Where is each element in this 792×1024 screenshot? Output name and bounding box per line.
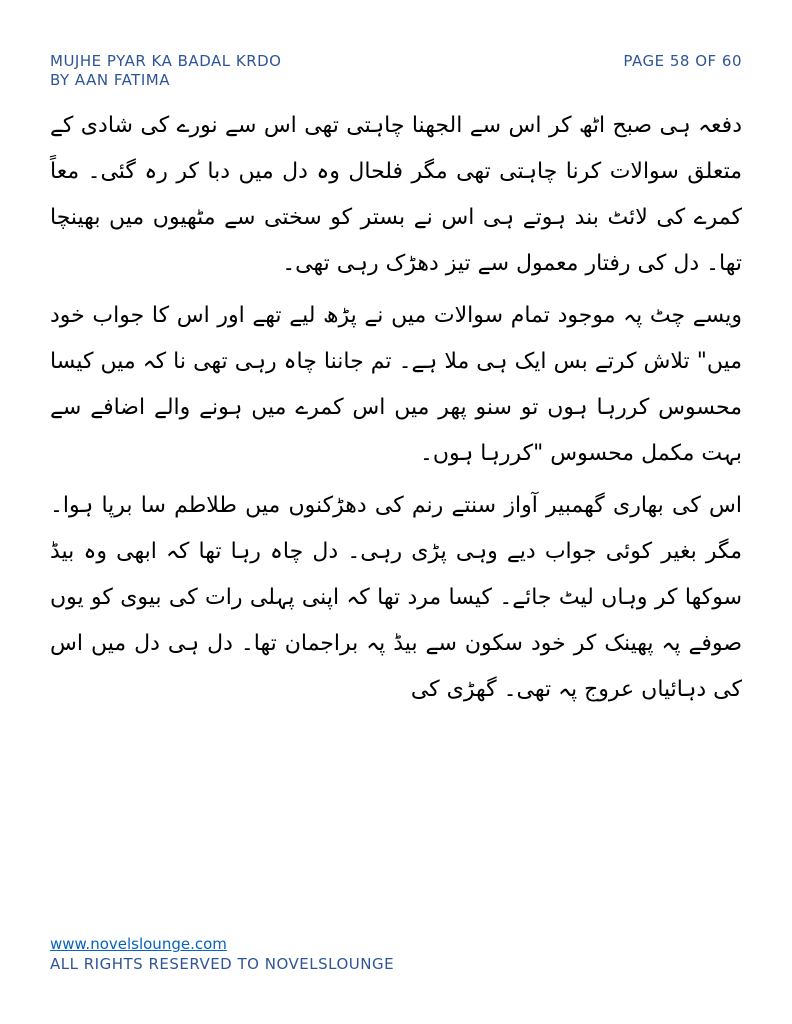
website-link[interactable]: www.novelslounge.com [50,935,227,953]
rights-notice: ALL RIGHTS RESERVED TO NOVELSLOUNGE [50,955,395,973]
paragraph: اس کی بھاری گھمبیر آواز سنتے رنم کی دھڑکنوں میں طلاطم سا برپا ہوا۔ مگر بغیر کوئی جواب دیے وہی پڑی رہی۔ دل چاہ رہا تھا کہ ابھی وہ بیڈ سوکھا کر وہاں لیٹ جائے۔ کیسا مرد تھا کہ اپنی پہلی رات کی بیوی کو یوں صوفے پہ پھینک کر خود سکون سے بیڈ پہ براجمان تھا۔ دل ہی دل میں اس کی دہائیاں عروج پہ تھی۔ گھڑی کی [50,493,742,702]
page-number: PAGE 58 OF 60 [623,52,742,70]
paragraph: دفعہ ہی صبح اٹھ کر اس سے الجھنا چاہتی تھی اس سے نورے کی شادی کے متعلق سوالات کرنا چاہتی تھی مگر فلحال وہ دل میں دبا کر رہ گئی۔ معاً کمرے کی لائٹ بند ہوتے ہی اس نے بستر کو سختی سے مٹھیوں میں بھینچا تھا۔ دل کی رفتار معمول سے تیز دھڑک رہی تھی۔ [50,113,742,276]
document-body [50,103,742,719]
paragraph: ویسے چٹ پہ موجود تمام سوالات میں نے پڑھ لیے تھے اور اس کا جواب خود میں" تلاش کرتے بس ایک ہی ملا ہے۔ تم جاننا چاہ رہی تھی نا کہ میں کیسا محسوس کررہا ہوں تو سنو پھر میں اس کمرے میں ہونے والے اضافے سے بہت مکمل محسوس "کررہا ہوں۔ [50,303,742,466]
page-footer [50,934,394,974]
page-header-left [50,52,281,90]
novel-author: BY AAN FATIMA [50,71,170,89]
novel-title: MUJHE PYAR KA BADAL KRDO [50,52,282,70]
